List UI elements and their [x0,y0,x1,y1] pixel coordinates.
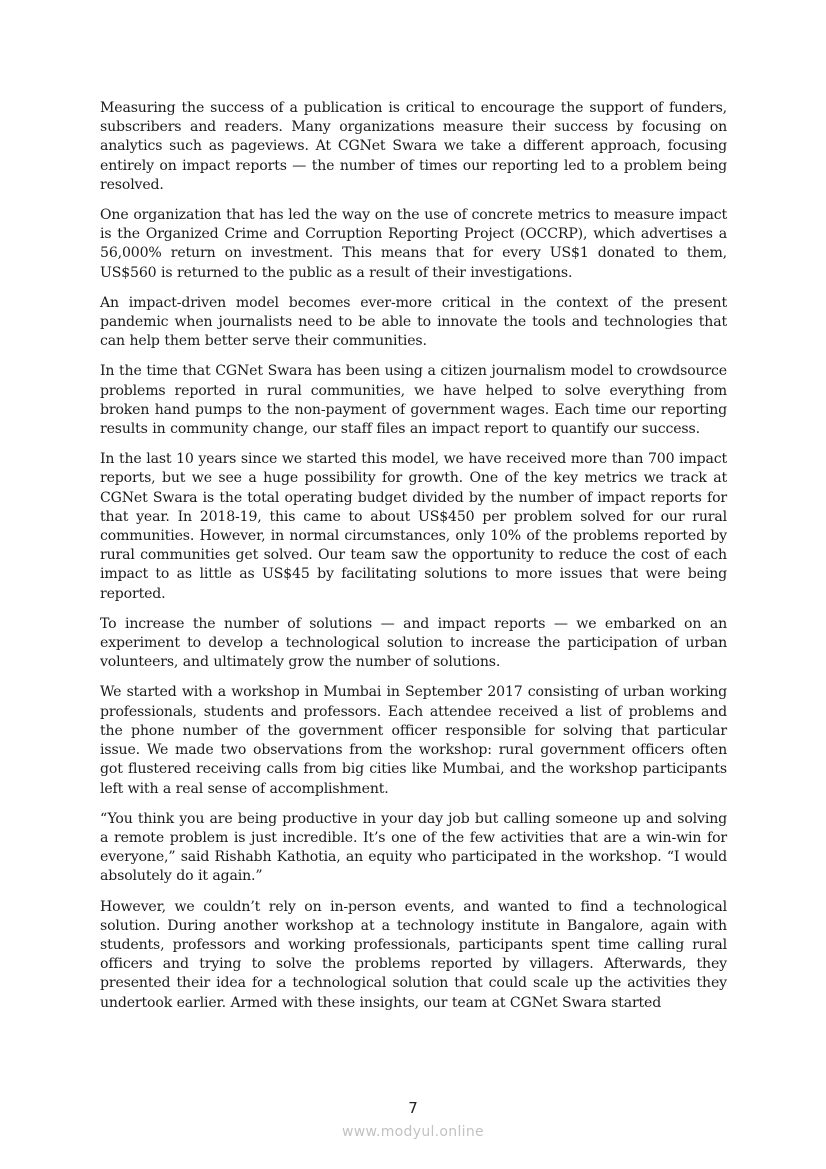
paragraph-occrp: One organization that has led the way on the use of concrete metrics to measure impact is the Organized Crime and Corruption Reporting Project (OCCRP), which advertises a 56,000% return on investment. This means that for every US$1 donated to them, US$560 is returned to the public as a result of their investigations. [100,207,727,281]
paragraph-bangalore-workshop: However, we couldn’t rely on in-person events, and wanted to find a technological solution. During another workshop at a technology institute in Bangalore, again with students, professors and working professionals, participants spent time calling rural officers and trying to solve the problems reported by villagers. Afterwards, they presented their idea for a technological solution that could scale up the activities they undertook earlier. Armed with these insights, our team at CGNet Swara started [100,898,727,1011]
paragraph-measuring-success: Measuring the success of a publication is critical to encourage the support of funders, subscribers and readers. Many organizations measure their success by focusing on analytics such as pageviews. At CGNet Swara we take a different approach, focusing entirely on impact reports — the number of times our reporting led to a problem being resolved. [100,100,727,193]
paragraph-impact-reports-metrics: In the last 10 years since we started this model, we have received more than 700 impact reports, but we see a huge possibility for growth. One of the key metrics we track at CGNet Swara is the total operating budget divided by the number of impact reports for that year. In 2018-19, this came to about US$450 per problem solved for our rural communities. However, in normal circumstances, only 10% of the problems reported by rural communities get solved. Our team saw the opportunity to reduce the cost of each impact to as little as US$45 by facilitating solutions to more issues that were being reported. [100,451,727,602]
page-body [100,99,727,1024]
paragraph-mumbai-workshop: We started with a workshop in Mumbai in September 2017 consisting of urban working professionals, students and professors. Each attendee received a list of problems and the phone number of the government officer responsible for solving that particular issue. We made two observations from the workshop: rural government officers often got flustered receiving calls from big cities like Mumbai, and the workshop participants left with a real sense of accomplishment. [100,684,727,797]
paragraph-experiment: To increase the number of solutions — and impact reports — we embarked on an experiment to develop a technological solution to increase the participation of urban volunteers, and ultimately grow the number of solutions. [100,615,727,671]
paragraph-quote: “You think you are being productive in your day job but calling someone up and solving a remote problem is just incredible. It’s one of the few activities that are a win-win for everyone,” said Rishabh Kathotia, an equity who participated in the workshop. “I would absolutely do it again.” [100,810,727,885]
paragraph-impact-driven-model: An impact-driven model becomes ever-more critical in the context of the present pandemic when journalists need to be able to innovate the tools and technologies that can help them better serve their communities. [100,294,727,350]
watermark: www.modyul.online [342,1124,484,1140]
paragraph-citizen-journalism: In the time that CGNet Swara has been using a citizen journalism model to crowdsource problems reported in rural communities, we have helped to solve everything from broken hand pumps to the non-payment of government wages. Each time our reporting results in community change, our staff files an impact report to quantify our success. [100,363,727,438]
page-number: 7 [408,1099,418,1117]
